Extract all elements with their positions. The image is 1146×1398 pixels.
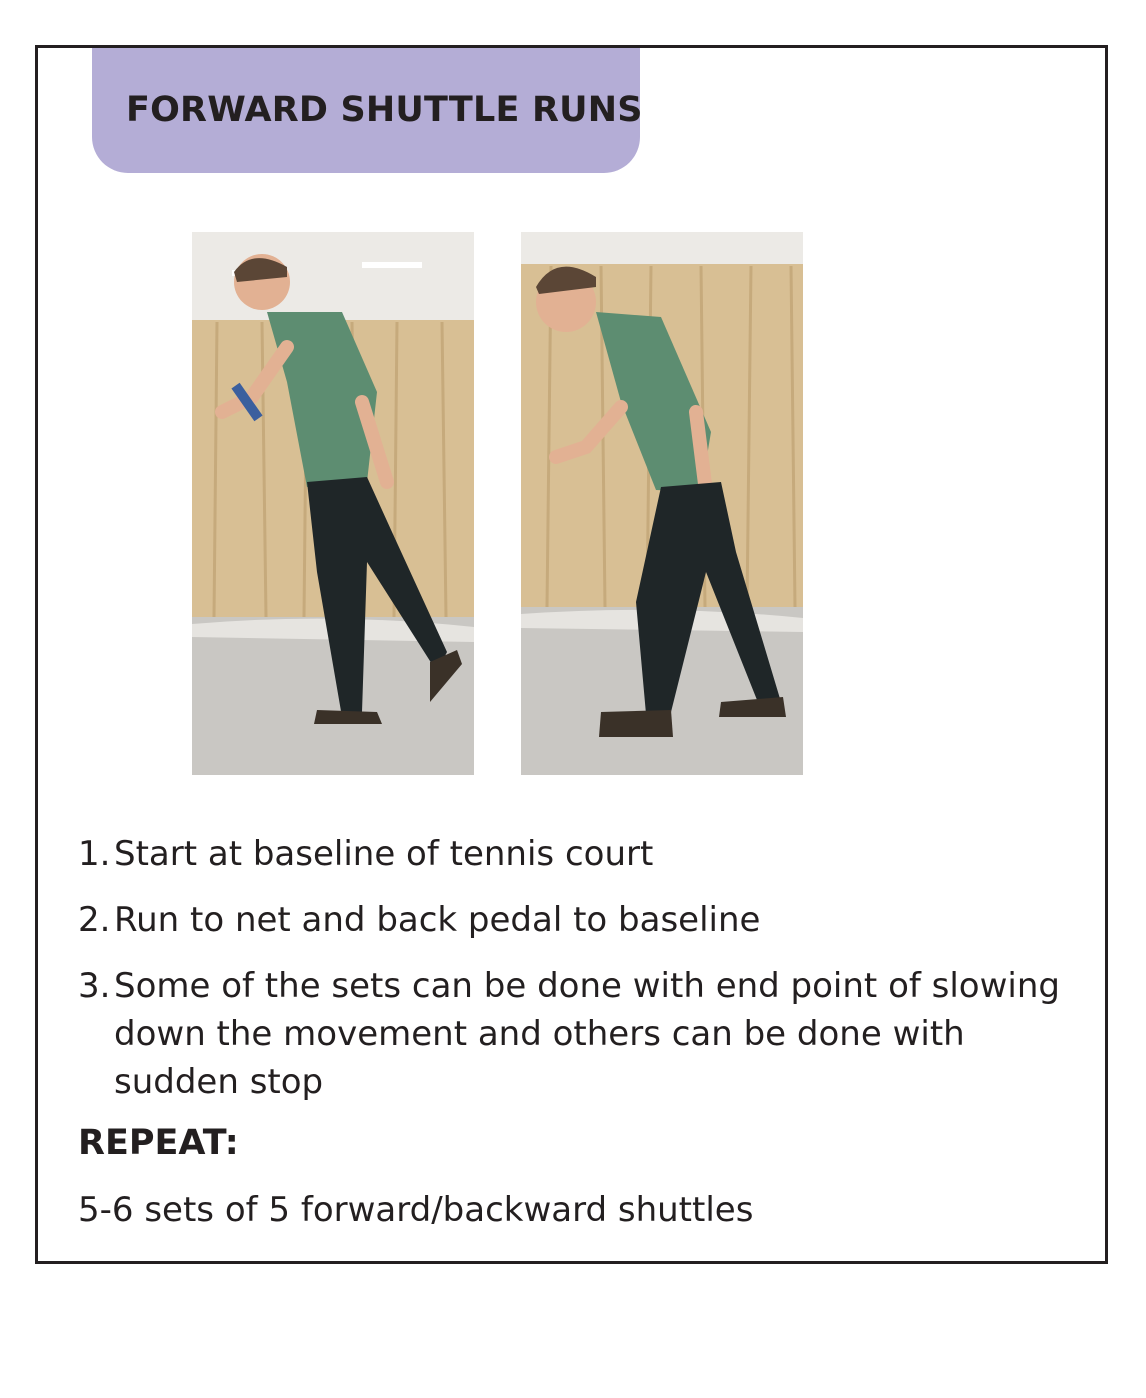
step-text: Start at baseline of tennis court: [114, 834, 654, 874]
step-text-line-3: sudden stop: [114, 1062, 324, 1102]
runner-leaning-photo: [521, 232, 803, 775]
repeat-text: 5-6 sets of 5 forward/backward shuttles: [78, 1190, 754, 1230]
exercise-title: FORWARD SHUTTLE RUNS: [126, 90, 643, 130]
runner-forward-photo: [192, 232, 474, 775]
step-text-line-1: Some of the sets can be done with end point of slowing: [114, 966, 1060, 1006]
step-number: 1.: [78, 834, 111, 874]
step-number: 2.: [78, 900, 111, 940]
instruction-step: [78, 896, 1078, 944]
instruction-list: [78, 830, 1078, 1124]
instruction-step: [78, 962, 1078, 1106]
title-tab: [92, 48, 643, 173]
repeat-heading: REPEAT:: [78, 1123, 239, 1163]
exercise-card: [35, 45, 1108, 1264]
step-text-line-2: down the movement and others can be done with: [114, 1014, 965, 1054]
step-text: Run to net and back pedal to baseline: [114, 900, 761, 940]
instruction-step: [78, 830, 1078, 878]
step-number: 3.: [78, 966, 111, 1006]
